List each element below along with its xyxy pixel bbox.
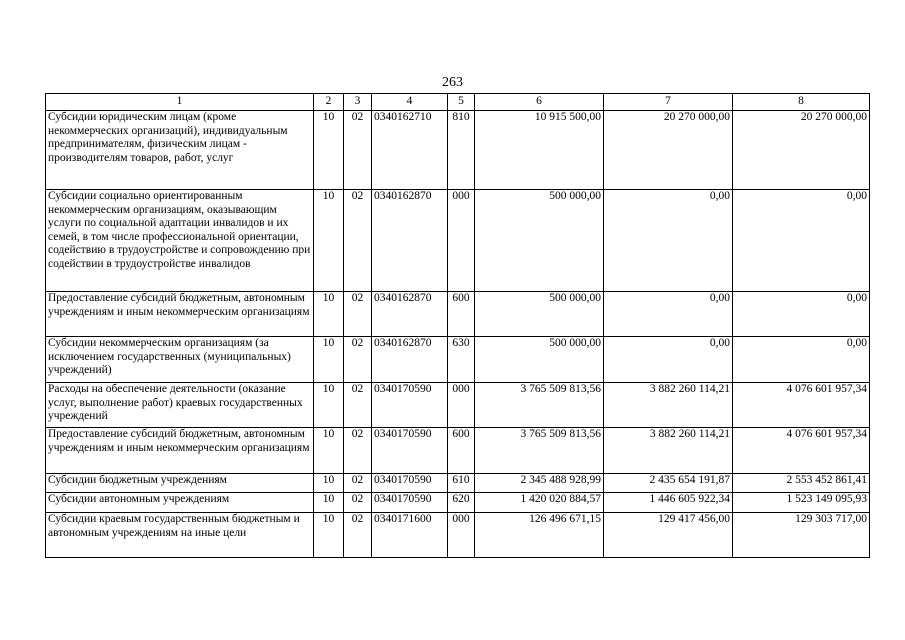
header-col-1: 1 xyxy=(46,94,314,111)
row-target-code: 0340170590 xyxy=(372,383,448,428)
header-col-3: 3 xyxy=(344,94,372,111)
row-amount-col6: 126 496 671,15 xyxy=(475,513,604,558)
row-subsection: 02 xyxy=(344,428,372,474)
row-amount-col7: 2 435 654 191,87 xyxy=(604,474,733,493)
row-amount-col6: 1 420 020 884,57 xyxy=(475,493,604,513)
row-subsection: 02 xyxy=(344,337,372,383)
row-target-code: 0340170590 xyxy=(372,428,448,474)
row-amount-col8: 4 076 601 957,34 xyxy=(733,383,870,428)
row-name: Предоставление субсидий бюджетным, автономным учреждениям и иным некоммерческим организациям xyxy=(46,428,314,474)
row-amount-col6: 3 765 509 813,56 xyxy=(475,383,604,428)
row-target-code: 0340171600 xyxy=(372,513,448,558)
row-name: Расходы на обеспечение деятельности (оказание услуг, выполнение работ) краевых государственных учреждений xyxy=(46,383,314,428)
table-row xyxy=(46,190,870,292)
row-subsection: 02 xyxy=(344,513,372,558)
row-expense-type: 620 xyxy=(448,493,475,513)
row-target-code: 0340162870 xyxy=(372,292,448,337)
header-col-6: 6 xyxy=(475,94,604,111)
row-amount-col7: 129 417 456,00 xyxy=(604,513,733,558)
row-expense-type: 000 xyxy=(448,383,475,428)
row-subsection: 02 xyxy=(344,383,372,428)
row-subsection: 02 xyxy=(344,190,372,292)
row-expense-type: 600 xyxy=(448,428,475,474)
row-target-code: 0340170590 xyxy=(372,474,448,493)
row-subsection: 02 xyxy=(344,292,372,337)
table-row xyxy=(46,111,870,190)
row-amount-col7: 0,00 xyxy=(604,190,733,292)
row-amount-col8: 129 303 717,00 xyxy=(733,513,870,558)
row-amount-col8: 0,00 xyxy=(733,292,870,337)
row-name: Предоставление субсидий бюджетным, автономным учреждениям и иным некоммерческим организациям xyxy=(46,292,314,337)
row-amount-col7: 3 882 260 114,21 xyxy=(604,428,733,474)
row-amount-col7: 3 882 260 114,21 xyxy=(604,383,733,428)
row-name: Субсидии краевым государственным бюджетным и автономным учреждениям на иные цели xyxy=(46,513,314,558)
row-section: 10 xyxy=(314,513,344,558)
header-col-7: 7 xyxy=(604,94,733,111)
row-name: Субсидии автономным учреждениям xyxy=(46,493,314,513)
table-row xyxy=(46,428,870,474)
row-expense-type: 000 xyxy=(448,190,475,292)
row-amount-col6: 2 345 488 928,99 xyxy=(475,474,604,493)
row-amount-col6: 3 765 509 813,56 xyxy=(475,428,604,474)
table-row xyxy=(46,383,870,428)
row-target-code: 0340162870 xyxy=(372,190,448,292)
row-target-code: 0340162710 xyxy=(372,111,448,190)
row-target-code: 0340170590 xyxy=(372,493,448,513)
header-col-4: 4 xyxy=(372,94,448,111)
row-section: 10 xyxy=(314,337,344,383)
row-expense-type: 610 xyxy=(448,474,475,493)
budget-table xyxy=(45,93,870,558)
row-name: Субсидии юридическим лицам (кроме некоммерческих организаций), индивидуальным предпринимателям, физическим лицам - производителям товаров, работ, услуг xyxy=(46,111,314,190)
row-amount-col7: 0,00 xyxy=(604,292,733,337)
row-name: Субсидии бюджетным учреждениям xyxy=(46,474,314,493)
row-amount-col8: 4 076 601 957,34 xyxy=(733,428,870,474)
row-section: 10 xyxy=(314,111,344,190)
row-amount-col7: 20 270 000,00 xyxy=(604,111,733,190)
page-number: 263 xyxy=(442,75,463,90)
header-col-5: 5 xyxy=(448,94,475,111)
row-section: 10 xyxy=(314,383,344,428)
header-col-2: 2 xyxy=(314,94,344,111)
row-amount-col6: 500 000,00 xyxy=(475,292,604,337)
row-amount-col8: 0,00 xyxy=(733,190,870,292)
row-amount-col7: 0,00 xyxy=(604,337,733,383)
table-row xyxy=(46,292,870,337)
row-amount-col8: 20 270 000,00 xyxy=(733,111,870,190)
row-name: Субсидии социально ориентированным некоммерческим организациям, оказывающим услуги по социальной адаптации инвалидов и их семей, в том числе профессиональной ориентации, содействию в трудоустройстве и сопровождению при содействии в трудоустройстве инвалидов xyxy=(46,190,314,292)
row-target-code: 0340162870 xyxy=(372,337,448,383)
row-amount-col6: 10 915 500,00 xyxy=(475,111,604,190)
row-expense-type: 630 xyxy=(448,337,475,383)
row-expense-type: 000 xyxy=(448,513,475,558)
header-row xyxy=(46,94,870,111)
row-subsection: 02 xyxy=(344,111,372,190)
row-amount-col8: 2 553 452 861,41 xyxy=(733,474,870,493)
row-amount-col6: 500 000,00 xyxy=(475,190,604,292)
row-section: 10 xyxy=(314,474,344,493)
table-row xyxy=(46,493,870,513)
row-section: 10 xyxy=(314,493,344,513)
row-subsection: 02 xyxy=(344,474,372,493)
row-expense-type: 810 xyxy=(448,111,475,190)
row-amount-col7: 1 446 605 922,34 xyxy=(604,493,733,513)
row-expense-type: 600 xyxy=(448,292,475,337)
row-amount-col8: 1 523 149 095,93 xyxy=(733,493,870,513)
header-col-8: 8 xyxy=(733,94,870,111)
table-row xyxy=(46,513,870,558)
table-row xyxy=(46,474,870,493)
row-subsection: 02 xyxy=(344,493,372,513)
row-name: Субсидии некоммерческим организациям (за исключением государственных (муниципальных) учреждений) xyxy=(46,337,314,383)
row-section: 10 xyxy=(314,190,344,292)
row-section: 10 xyxy=(314,292,344,337)
row-section: 10 xyxy=(314,428,344,474)
row-amount-col8: 0,00 xyxy=(733,337,870,383)
row-amount-col6: 500 000,00 xyxy=(475,337,604,383)
table-row xyxy=(46,337,870,383)
